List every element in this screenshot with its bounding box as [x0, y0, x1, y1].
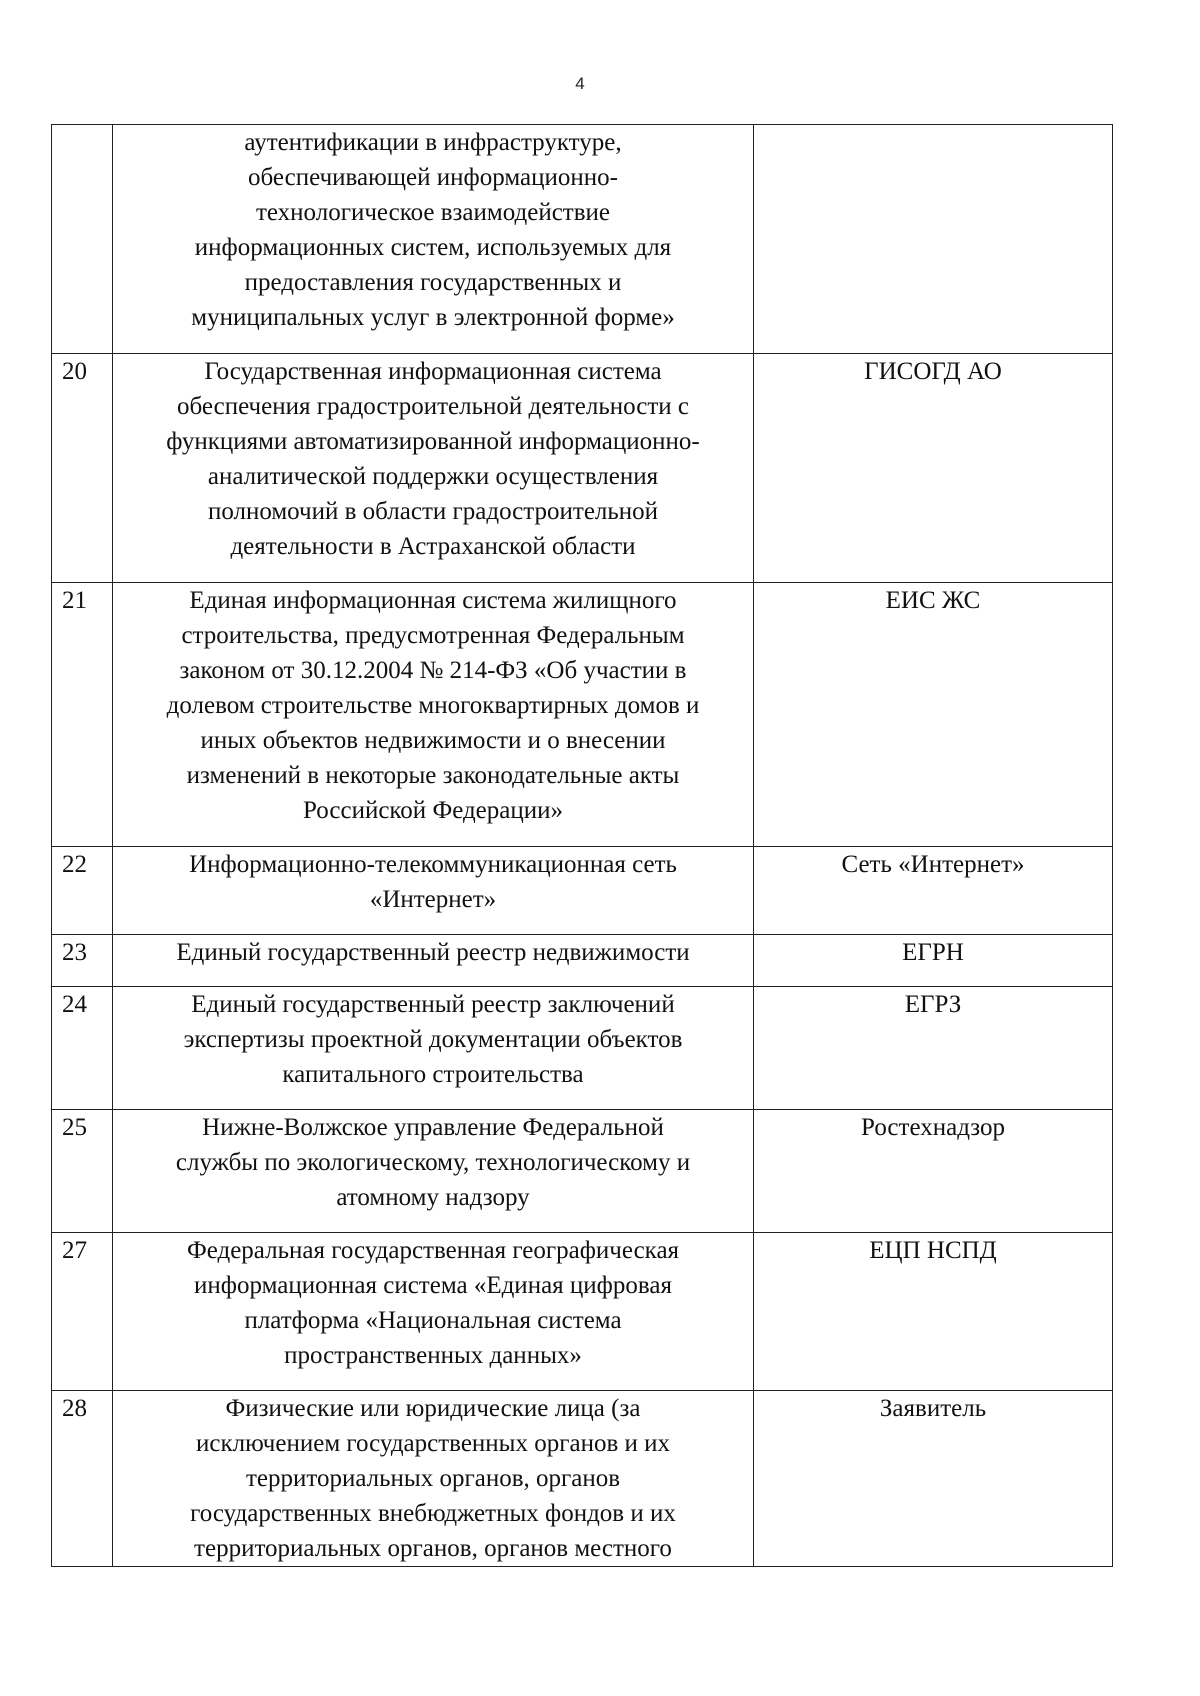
system-name-line: государственных внебюджетных фондов и их	[190, 1500, 676, 1527]
system-name-line: информационная система «Единая цифровая	[194, 1272, 672, 1299]
system-name-line: деятельности в Астраханской области	[230, 533, 636, 560]
system-name-line: аналитической поддержки осуществления	[207, 463, 659, 490]
abbreviation-cell: ЕЦП НСПД	[754, 1233, 1113, 1391]
table-row	[52, 1391, 1113, 1567]
system-name-line: изменений в некоторые законодательные акты	[186, 762, 680, 789]
system-name-line: полномочий в области градостроительной	[207, 498, 659, 525]
abbreviation-cell: Заявитель	[754, 1391, 1113, 1567]
abbreviation-cell: ГИСОГД АО	[754, 354, 1113, 583]
system-name-line: службы по экологическому, технологическому и	[175, 1149, 691, 1176]
abbreviation-cell	[754, 125, 1113, 354]
row-number-cell: 21	[52, 583, 113, 847]
row-number-cell: 24	[52, 987, 113, 1110]
table-row	[52, 354, 1113, 583]
system-name-line: Информационно-телекоммуникационная сеть	[189, 851, 677, 878]
row-number-cell: 25	[52, 1110, 113, 1233]
system-name-line: информационных систем, используемых для	[194, 234, 672, 261]
system-name-line: технологическое взаимодействие	[255, 199, 611, 226]
table-row	[52, 1110, 1113, 1233]
row-number-cell: 22	[52, 847, 113, 935]
system-name-line: обеспечения градостроительной деятельности с	[177, 393, 689, 420]
system-name-line: долевом строительстве многоквартирных домов и	[166, 692, 700, 719]
system-name-line: территориальных органов, органов	[245, 1465, 621, 1492]
system-name-line: «Интернет»	[369, 886, 497, 913]
system-name-line: аутентификации в инфраструктуре,	[244, 129, 622, 156]
system-name-line: платформа «Национальная система	[244, 1307, 622, 1334]
system-name-line: территориальных органов, органов местного	[194, 1535, 672, 1562]
system-name-line: Единый государственный реестр заключений	[191, 991, 675, 1018]
system-name-line: экспертизы проектной документации объектов	[183, 1026, 683, 1053]
table-row	[52, 125, 1113, 354]
system-name-cell	[113, 987, 754, 1110]
system-name-line: законом от 30.12.2004 № 214-ФЗ «Об участии в	[179, 657, 687, 684]
table-row	[52, 935, 1113, 987]
row-number-cell: 28	[52, 1391, 113, 1567]
system-name-line: предоставления государственных и	[244, 269, 622, 296]
system-name-line: строительства, предусмотренная Федеральным	[181, 622, 685, 649]
table-row	[52, 583, 1113, 847]
system-name-line: Государственная информационная система	[204, 358, 662, 385]
abbreviation-cell: ЕГРН	[754, 935, 1113, 987]
system-name-line: капитального строительства	[282, 1061, 584, 1088]
row-number-cell: 23	[52, 935, 113, 987]
system-name-line: функциями автоматизированной информационно-	[166, 428, 700, 455]
system-name-cell	[113, 1391, 754, 1567]
page-number: 4	[575, 74, 585, 93]
row-number-cell: 27	[52, 1233, 113, 1391]
system-name-cell	[113, 847, 754, 935]
table-row	[52, 987, 1113, 1110]
system-name-cell	[113, 1233, 754, 1391]
abbreviation-cell: Сеть «Интернет»	[754, 847, 1113, 935]
row-number-cell: 20	[52, 354, 113, 583]
system-name-cell	[113, 1110, 754, 1233]
system-name-cell	[113, 354, 754, 583]
system-name-line: муниципальных услуг в электронной форме»	[191, 304, 675, 331]
table-body	[52, 125, 1113, 1567]
system-name-cell	[113, 935, 754, 987]
abbreviation-cell: Ростехнадзор	[754, 1110, 1113, 1233]
systems-table	[51, 124, 1113, 1567]
system-name-line: Федеральная государственная географическая	[186, 1237, 680, 1264]
table-row	[52, 1233, 1113, 1391]
system-name-line: Единая информационная система жилищного	[189, 587, 677, 614]
system-name-cell	[113, 125, 754, 354]
table-row	[52, 847, 1113, 935]
system-name-line: иных объектов недвижимости и о внесении	[200, 727, 666, 754]
system-name-line: исключением государственных органов и их	[195, 1430, 671, 1457]
system-name-line: пространственных данных»	[284, 1342, 582, 1369]
system-name-line: Нижне-Волжское управление Федеральной	[202, 1114, 664, 1141]
system-name-cell	[113, 583, 754, 847]
system-name-line: обеспечивающей информационно-	[248, 164, 618, 191]
system-name-line: Физические или юридические лица (за	[225, 1395, 641, 1422]
abbreviation-cell: ЕГРЗ	[754, 987, 1113, 1110]
system-name-line: атомному надзору	[336, 1184, 530, 1211]
system-name-line: Единый государственный реестр недвижимости	[176, 939, 690, 966]
abbreviation-cell: ЕИС ЖС	[754, 583, 1113, 847]
row-number-cell	[52, 125, 113, 354]
system-name-line: Российской Федерации»	[302, 797, 564, 824]
